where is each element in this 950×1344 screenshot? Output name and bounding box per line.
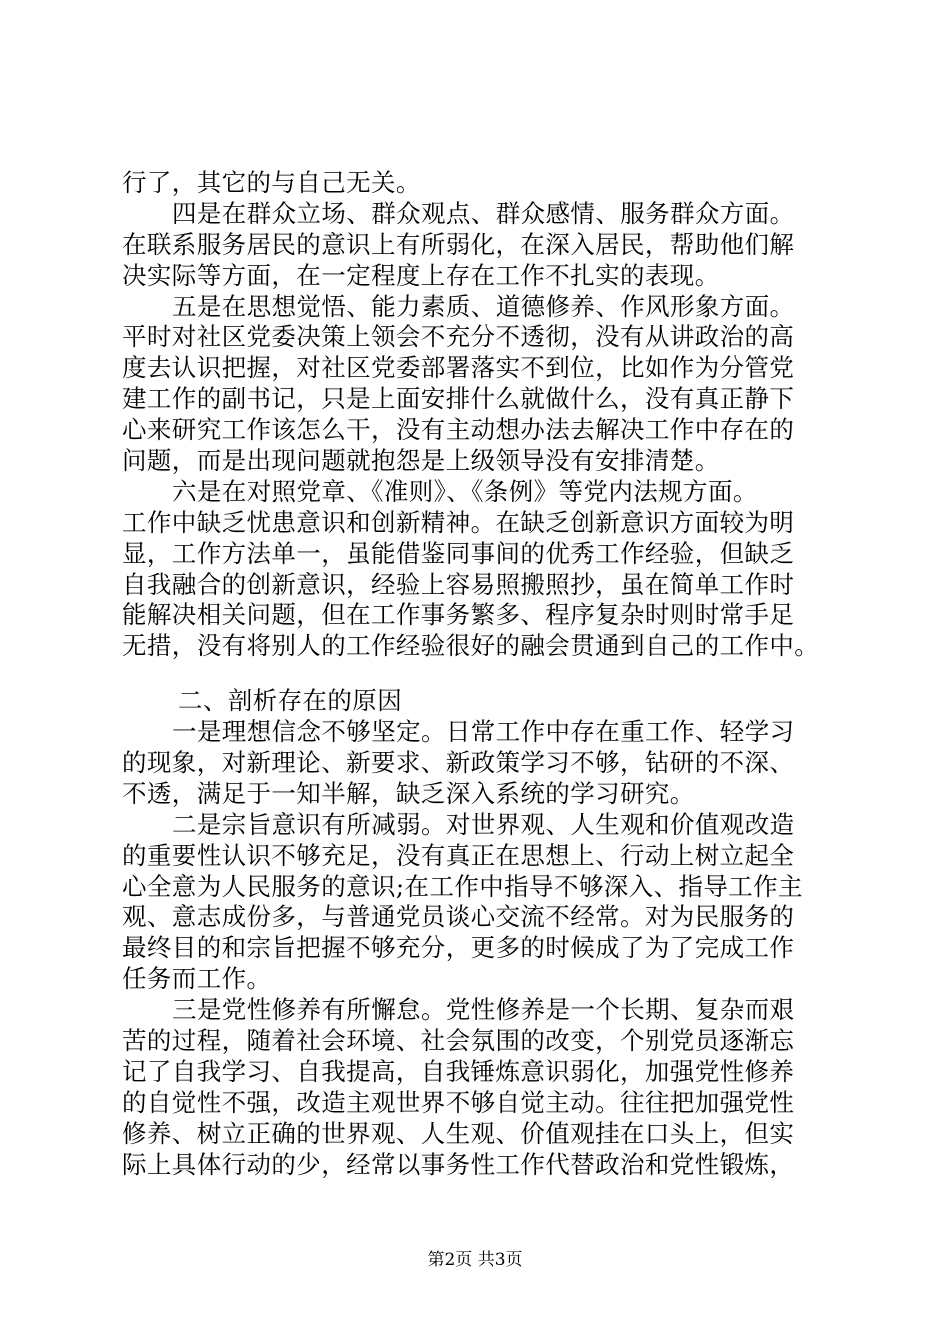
text-line: 的自觉性不强，改造主观世界不够自觉主动。往往把加强党性 xyxy=(122,1087,795,1117)
text-line: 无措，没有将别人的工作经验很好的融会贯通到自己的工作中。 xyxy=(122,631,820,661)
text-line: 心全意为人民服务的意识;在工作中指导不够深入、指导工作主 xyxy=(122,871,803,901)
text-line: 四是在群众立场、群众观点、群众感情、服务群众方面。 xyxy=(172,198,795,228)
text-line: 自我融合的创新意识，经验上容易照搬照抄，虽在简单工作时 xyxy=(122,569,795,599)
text-line: 行了，其它的与自己无关。 xyxy=(122,168,421,197)
section-heading: 二、剖析存在的原因 xyxy=(178,686,403,716)
text-line: 二是宗旨意识有所减弱。对世界观、人生观和价值观改造 xyxy=(172,809,795,839)
text-line: 的重要性认识不够充足，没有真正在思想上、行动上树立起全 xyxy=(122,840,795,870)
text-line: 三是党性修养有所懈怠。党性修养是一个长期、复杂而艰 xyxy=(172,995,795,1025)
text-line: 最终目的和宗旨把握不够充分，更多的时候成了为了完成工作 xyxy=(122,933,795,963)
document-body xyxy=(122,168,842,1181)
text-line: 观、意志成份多，与普通党员谈心交流不经常。对为民服务的 xyxy=(122,902,795,932)
text-line: 心来研究工作该怎么干，没有主动想办法去解决工作中存在的 xyxy=(122,415,795,445)
text-line: 际上具体行动的少，经常以事务性工作代替政治和党性锻炼， xyxy=(122,1149,795,1179)
text-line: 平时对社区党委决策上领会不充分不透彻，没有从讲政治的高 xyxy=(122,322,795,352)
text-line: 修养、树立正确的世界观、人生观、价值观挂在口头上，但实 xyxy=(122,1118,795,1148)
text-line: 度去认识把握，对社区党委部署落实不到位，比如作为分管党 xyxy=(122,353,795,383)
text-line: 记了自我学习、自我提高，自我锤炼意识弱化，加强党性修养 xyxy=(122,1056,795,1086)
text-line: 显，工作方法单一，虽能借鉴同事间的优秀工作经验，但缺乏 xyxy=(122,538,795,568)
text-line: 能解决相关问题，但在工作事务繁多、程序复杂时则时常手足 xyxy=(122,600,795,630)
text-line: 决实际等方面，在一定程度上存在工作不扎实的表现。 xyxy=(122,260,720,290)
page-footer: 第2页 共3页 xyxy=(427,1250,523,1270)
text-line: 的现象，对新理论、新要求、新政策学习不够，钻研的不深、 xyxy=(122,748,795,778)
text-line: 问题，而是出现问题就抱怨是上级领导没有安排清楚。 xyxy=(122,446,720,476)
text-line: 在联系服务居民的意识上有所弱化，在深入居民，帮助他们解 xyxy=(122,229,795,259)
text-line: 工作中缺乏忧患意识和创新精神。在缺乏创新意识方面较为明 xyxy=(122,507,795,537)
text-line: 不透，满足于一知半解，缺乏深入系统的学习研究。 xyxy=(122,778,695,808)
text-line: 五是在思想觉悟、能力素质、道德修养、作风形象方面。 xyxy=(172,291,795,321)
text-line: 建工作的副书记，只是上面安排什么就做什么，没有真正静下 xyxy=(122,384,795,414)
text-line: 六是在对照党章、《准则》、《条例》等党内法规方面。 xyxy=(172,476,758,506)
text-line: 苦的过程，随着社会环境、社会氛围的改变，个别党员逐渐忘 xyxy=(122,1026,795,1056)
text-line: 任务而工作。 xyxy=(122,964,272,994)
text-line: 一是理想信念不够坚定。日常工作中存在重工作、轻学习 xyxy=(172,717,795,747)
